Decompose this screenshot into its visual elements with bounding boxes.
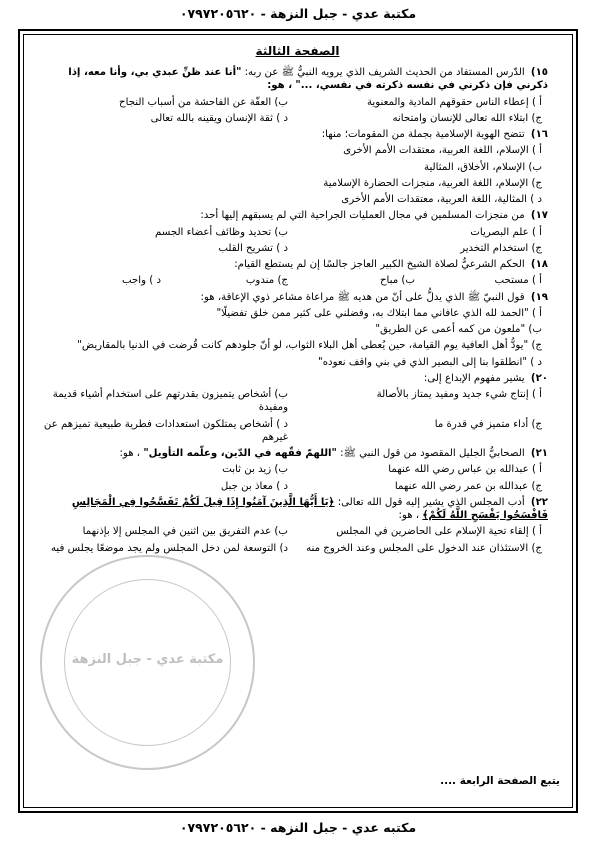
question-number: ١٧) bbox=[530, 210, 548, 222]
option-b[interactable]: ب) العفّة عن الفاحشة من أسباب النجاح bbox=[119, 96, 288, 108]
option-d[interactable]: د ) معاذ بن جبل bbox=[220, 480, 288, 492]
option-b[interactable]: ب) أشخاص يتميزون بقدرتهم على استخدام أشياء قديمة ومفيدة bbox=[52, 389, 288, 414]
question-text: يشير مفهوم الإبداع إلى: bbox=[423, 372, 525, 384]
option-c[interactable]: ج) الإسلام، اللغة العربية، منجزات الحضارة الإسلامية bbox=[323, 177, 542, 189]
option-c[interactable]: ج) ابتلاء الله تعالى للإنسان وامتحانه bbox=[392, 112, 542, 124]
question-text: الدّرس المستفاد من الحديث الشريف الذي يرويه النبيُّ ﷺ عن ربه: bbox=[241, 67, 525, 78]
option-d[interactable]: د ) أشخاص يمتلكون استعدادات فطرية طبيعية تميزهم عن غيرهم bbox=[43, 418, 288, 443]
option-a[interactable]: أ ) عبدالله بن عباس رضي الله عنهما bbox=[388, 464, 542, 476]
question-number: ١٦) bbox=[530, 129, 548, 140]
option-c[interactable]: ج) استخدام التخدير bbox=[460, 242, 542, 254]
questions-area bbox=[40, 66, 548, 558]
option-b[interactable]: ب) تحديد وظائف أعضاء الجسم bbox=[155, 226, 288, 238]
option-c[interactable]: ج) مندوب bbox=[245, 275, 288, 287]
question-text: الصحابيُّ الجليل المقصود من قول النبي ﷺ: bbox=[336, 448, 525, 459]
question-17 bbox=[40, 209, 548, 255]
option-d[interactable]: د ) تشريح القلب bbox=[218, 242, 288, 254]
question-number: ٢٠) bbox=[530, 372, 548, 384]
stamp-text: مكتبة عدي - جبل النزهة bbox=[71, 652, 224, 667]
option-a[interactable]: أ ) مستحب bbox=[494, 275, 542, 287]
option-d[interactable]: د ) المثالية، اللغة العربية، معتقدات الأمم الأخرى bbox=[341, 194, 542, 205]
question-number: ١٩) bbox=[530, 291, 548, 303]
question-19 bbox=[40, 291, 548, 369]
page-title: الصفحة الثالثة bbox=[255, 44, 340, 58]
question-number: ١٨) bbox=[530, 259, 548, 270]
option-b[interactable]: ب) مباح bbox=[379, 275, 415, 287]
option-d[interactable]: د) التوسعة لمن دخل المجلس ولم يجد موضعًا يجلس فيه bbox=[50, 542, 288, 554]
question-16 bbox=[40, 128, 548, 206]
question-15 bbox=[40, 66, 548, 125]
question-text-end: ، هو: bbox=[119, 448, 141, 459]
continue-note: يتبع الصفحة الرابعة .... bbox=[440, 775, 560, 787]
option-a[interactable]: أ ) علم البصريات bbox=[470, 226, 542, 238]
quran-verse: ﴿يَا أَيُّهَا الَّذِينَ آمَنُوا إِذَا قِيلَ لَكُمْ تَفَسَّحُوا فِي الْمَجَالِسِ فَافْسَحُوا يَفْسَحِ اللَّهُ لَكُمْ﴾ bbox=[71, 496, 548, 521]
option-c[interactable]: ج) الاستئذان عند الدخول على المجلس وعند الخروج منه bbox=[306, 542, 542, 554]
hadith-quote: "أنا عند ظنِّ عبدي بي، وأنا معه، إذا ذكرني فإن ذكرني في نفسه ذكرته في نفسي، ..." bbox=[68, 67, 548, 92]
question-number: ٢٢) bbox=[530, 496, 548, 508]
option-d[interactable]: د ) ثقة الإنسان ويقينه بالله تعالى bbox=[150, 112, 288, 124]
option-b[interactable]: ب) عدم التفريق بين اثنين في المجلس إلا بإذنهما bbox=[82, 526, 288, 538]
question-18 bbox=[40, 258, 548, 288]
option-a[interactable]: أ ) إعطاء الناس حقوقهم المادية والمعنوية bbox=[366, 96, 542, 108]
option-c[interactable]: ج) "يودُّ أهل العافية يوم القيامة، حين يُعطى أهل البلاء الثواب، لو أنّ جلودهم كانت قُرضت في الدنيا بالمقاريض" bbox=[77, 340, 542, 352]
option-a[interactable]: أ ) إلقاء تحية الإسلام على الحاضرين في المجلس bbox=[336, 526, 542, 538]
question-number: ١٥) bbox=[530, 67, 548, 78]
question-number: ٢١) bbox=[530, 448, 548, 459]
hadith-quote: "اللهمّ فقّهه في الدّين، وعلّمه التأويل" bbox=[143, 448, 337, 459]
question-20 bbox=[40, 372, 548, 444]
option-a[interactable]: أ ) إنتاج شيء جديد ومفيد يمتاز بالأصالة bbox=[376, 389, 542, 400]
question-21 bbox=[40, 447, 548, 493]
option-c[interactable]: ج) عبدالله بن عمر رضي الله عنهما bbox=[394, 480, 542, 492]
option-a[interactable]: أ ) "الحمد لله الذي عافاني مما ابتلاك به، وفضلني على كثير ممن خلق تفضيلًا" bbox=[216, 307, 542, 319]
option-c[interactable]: ج) أداء متميز في قدرة ما bbox=[434, 418, 542, 430]
option-b[interactable]: ب) زيد بن ثابت bbox=[222, 464, 288, 476]
question-text: قول النبيّ ﷺ الذي يدلُّ على أنّ من هديه ﷺ مراعاة مشاعر ذوي الإعاقة، هو: bbox=[200, 291, 525, 303]
option-d[interactable]: د ) واجب bbox=[121, 275, 161, 287]
question-text-end: ، هو: bbox=[267, 80, 293, 92]
option-b[interactable]: ب) الإسلام، الأخلاق، المثالية bbox=[424, 161, 542, 173]
option-b[interactable]: ب) "ملعون من كمه أعمى عن الطريق" bbox=[375, 324, 542, 335]
question-text: تتضح الهوية الإسلامية بجملة من المقومات؛ منها: bbox=[321, 129, 525, 140]
option-d[interactable]: د ) "انطلقوا بنا إلى البصير الذي في بني واقف نعوده" bbox=[318, 356, 542, 368]
question-22 bbox=[40, 496, 548, 555]
question-text: أدب المجلس الذي يشير إليه قول الله تعالى: bbox=[334, 496, 525, 508]
bottom-banner: مكتبه عدي - جبل النزهه - ٠٧٩٧٢٠٥٦٢٠ bbox=[179, 819, 417, 835]
top-banner: مكتبة عدي - جبل النزهة - ٠٧٩٧٢٠٥٦٢٠ bbox=[179, 5, 417, 21]
question-text: من منجزات المسلمين في مجال العمليات الجراحية التي لم يسبقهم إليها أحد: bbox=[200, 210, 525, 222]
option-a[interactable]: أ ) الإسلام، اللغة العربية، معتقدات الأمم الأخرى bbox=[343, 145, 542, 157]
question-text-end: ، هو: bbox=[398, 510, 420, 521]
question-text: الحكم الشرعيُّ لصلاة الشيخ الكبير العاجز جالسًا إن لم يستطع القيام: bbox=[234, 259, 525, 270]
